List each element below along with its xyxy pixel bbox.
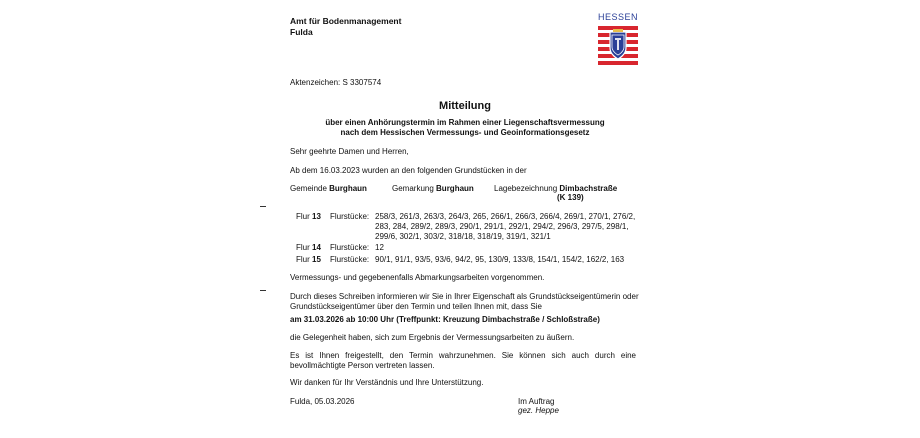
gemarkung-label: Gemarkung <box>392 184 434 193</box>
flurstuecke-label-15: Flurstücke: <box>330 255 370 264</box>
gemeinde-row <box>290 184 367 194</box>
flur-15-parcels-line1: 90/1, 91/1, 93/5, 93/6, 94/2, 95, 130/9, 133/8, 154/1, 154/2, 162/2, 163 <box>375 255 625 264</box>
gemarkung-value: Burghaun <box>436 184 474 193</box>
inform-line2: Grundstückseigentümer über den Termin und teilen Ihnen mit, dass Sie <box>290 302 542 311</box>
lage-row <box>494 184 617 194</box>
gemarkung-row <box>392 184 474 194</box>
lage-value: Dimbachstraße <box>559 184 618 193</box>
flur-number: 15 <box>312 255 321 264</box>
fold-mark-top <box>260 206 266 207</box>
letter-subtitle-line2: nach dem Hessischen Vermessungs- und Geoinformationsgesetz <box>340 128 590 137</box>
appointment-details: am 31.03.2026 ab 10:00 Uhr (Treffpunkt: Kreuzung Dimbachstraße / Schloßstraße) <box>290 315 600 324</box>
free-line1: Es ist Ihnen freigestellt, den Termin wahrzunehmen. Sie können sich auch durch eine <box>290 351 636 360</box>
thanks-sentence: Wir danken für Ihr Verständnis und Ihre Unterstützung. <box>290 378 484 387</box>
flur-number: 14 <box>312 243 321 252</box>
flurstuecke-label-13: Flurstücke: <box>330 212 370 221</box>
flur-label: Flur <box>296 243 310 252</box>
hessen-coat-of-arms-icon <box>596 24 640 68</box>
authority-name: Amt für Bodenmanagement <box>290 16 402 26</box>
place-date: Fulda, 05.03.2026 <box>290 397 355 406</box>
hessen-logo <box>596 12 640 68</box>
free-line2: bevollmächtigte Person vertreten lassen. <box>290 361 435 370</box>
gemeinde-label: Gemeinde <box>290 184 327 193</box>
letter-subtitle-line1: über einen Anhörungstermin im Rahmen einer Liegenschaftsvermessung <box>325 118 605 127</box>
flur-15-label <box>296 255 321 265</box>
hessen-logo-text: HESSEN <box>597 12 638 22</box>
flur-13-parcels-line2: 283, 284, 289/2, 289/3, 290/1, 291/1, 292/1, 294/2, 296/3, 297/5, 298/1, <box>375 222 629 231</box>
flur-label: Flur <box>296 255 310 264</box>
flur-number: 13 <box>312 212 321 221</box>
reference-number: Aktenzeichen: S 3307574 <box>290 78 382 87</box>
fold-mark-middle <box>260 290 266 291</box>
inform-line1: Durch dieses Schreiben informieren wir Sie in Ihrer Eigenschaft als Grundstückseigentümerin oder <box>290 292 639 301</box>
gemeinde-value: Burghaun <box>329 184 367 193</box>
lage-label: Lagebezeichnung <box>494 184 558 193</box>
signature-on-behalf: Im Auftrag <box>518 397 555 406</box>
authority-city: Fulda <box>290 27 313 37</box>
opportunity-sentence: die Gelegenheit haben, sich zum Ergebnis der Vermessungsarbeiten zu äußern. <box>290 333 575 342</box>
signature-name: gez. Heppe <box>518 406 559 415</box>
flurstuecke-label-14: Flurstücke: <box>330 243 370 252</box>
work-sentence: Vermessungs- und gegebenenfalls Abmarkungsarbeiten vorgenommen. <box>290 273 545 282</box>
flur-13-parcels-line3: 299/6, 302/1, 303/2, 318/18, 318/19, 319/1, 321/1 <box>375 232 551 241</box>
lage-value-road-number: (K 139) <box>557 193 584 202</box>
letter-title: Mitteilung <box>439 100 491 112</box>
flur-13-label <box>296 212 321 222</box>
salutation: Sehr geehrte Damen und Herren, <box>290 147 409 156</box>
flur-14-label <box>296 243 321 253</box>
flur-label: Flur <box>296 212 310 221</box>
flur-13-parcels-line1: 258/3, 261/3, 263/3, 264/3, 265, 266/1, 266/3, 266/4, 269/1, 270/1, 276/2, <box>375 212 636 221</box>
flur-14-parcels-line1: 12 <box>375 243 384 252</box>
intro-sentence: Ab dem 16.03.2023 wurden an den folgenden Grundstücken in der <box>290 166 527 175</box>
